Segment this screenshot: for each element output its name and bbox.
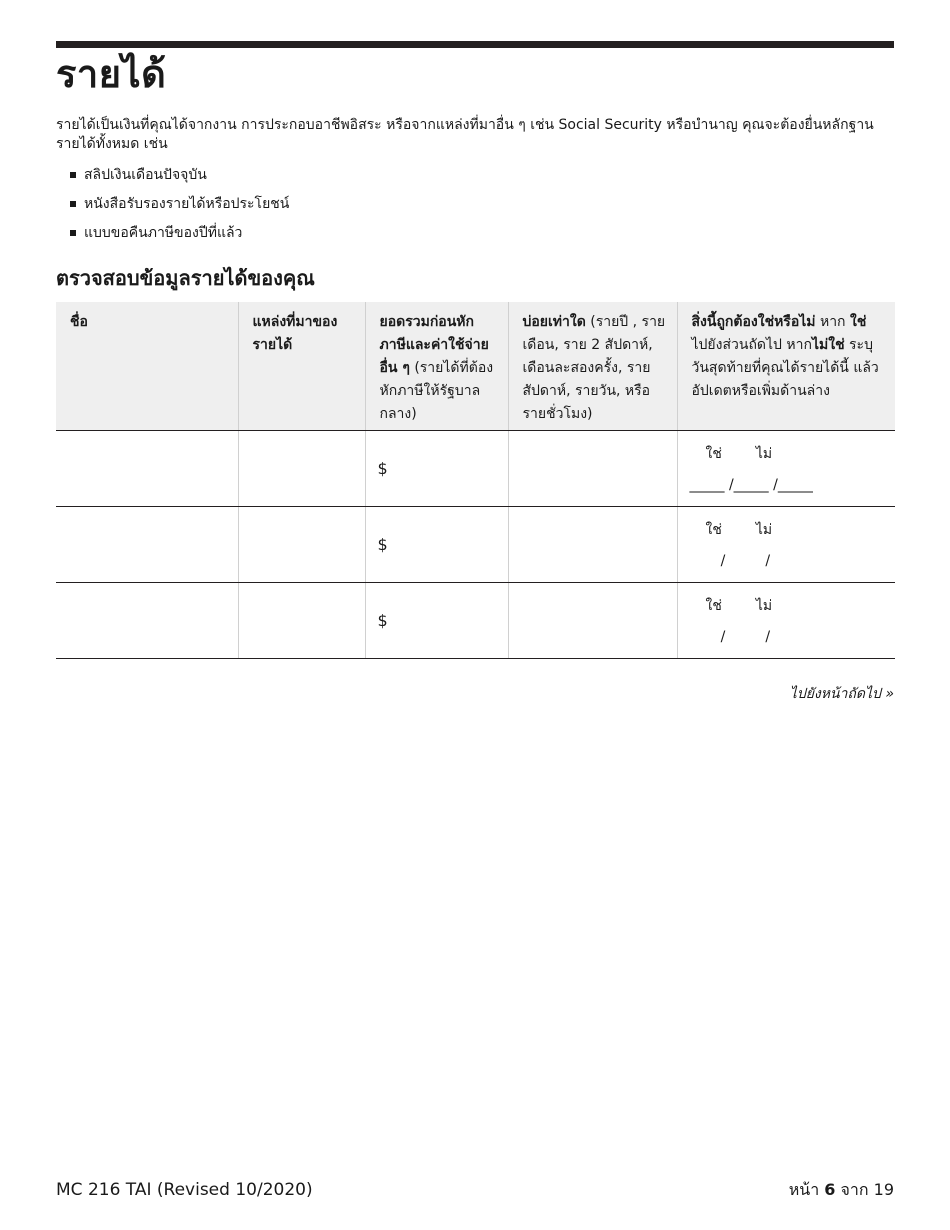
last-date-field[interactable]: / / [689,629,771,645]
page-title: รายได้ [56,52,167,96]
last-date-field[interactable]: _____ /_____ /_____ [689,477,813,493]
gross-cell[interactable] [365,507,508,583]
last-date-field[interactable]: / / [689,553,771,569]
list-item: แบบขอคืนภาษีของปีที่แล้ว [70,224,289,253]
correct-cell [677,583,895,659]
income-table [56,302,895,659]
table-header-row [56,302,895,431]
no-option[interactable]: ไม่ [755,598,773,614]
correct-cell [677,507,895,583]
header-correct: สิ่งนี้ถูกต้องใช่หรือไม่ หาก ใช่ ไปยังส่วนถัดไป หากไม่ใช่ ระบุวันสุดท้ายที่คุณได้รายได้นี้ แล้วอัปเดตหรือเพิ่มด้านล่าง [677,302,895,431]
name-cell[interactable] [56,507,238,583]
table-row [56,583,895,659]
name-cell[interactable] [56,583,238,659]
table-row [56,431,895,507]
yes-option[interactable]: ใช่ [705,598,722,614]
header-name: ชื่อ [56,302,238,431]
header-gross: ยอดรวมก่อนหักภาษีและค่าใช้จ่ายอื่น ๆ (รายได้ที่ต้องหักภาษีให้รัฐบาลกลาง) [365,302,508,431]
source-cell[interactable] [238,507,365,583]
current-page: 6 [824,1180,836,1199]
intro-paragraph: รายได้เป็นเงินที่คุณได้จากงาน การประกอบอาชีพอิสระ หรือจากแหล่งที่มาอื่น ๆ เช่น Social Security หรือบำนาญ คุณจะต้องยื่นหลักฐานรายได้ทั้งหมด เช่น [56,117,874,152]
proof-list [70,166,289,253]
source-cell[interactable] [238,583,365,659]
no-option[interactable]: ไม่ [755,522,773,538]
bullet-square-icon [70,201,76,207]
frequency-cell[interactable] [508,431,677,507]
bullet-square-icon [70,230,76,236]
form-id: MC 216 TAI (Revised 10/2020) [56,1180,313,1200]
frequency-cell[interactable] [508,583,677,659]
yes-option[interactable]: ใช่ [705,522,722,538]
bullet-square-icon [70,172,76,178]
page-indicator: หน้า 6 จาก 19 [788,1180,894,1199]
header-frequency: บ่อยเท่าใด (รายปี , รายเดือน, ราย 2 สัปดาห์, เดือนละสองครั้ง, รายสัปดาห์, รายวัน, หรือ รายชั่วโมง) [508,302,677,431]
table-row [56,507,895,583]
gross-cell[interactable] [365,583,508,659]
section-title: ตรวจสอบข้อมูลรายได้ของคุณ [56,266,315,290]
list-item: สลิปเงินเดือนปัจจุบัน [70,166,289,195]
dollar-sign: $ [377,459,388,478]
dollar-sign: $ [377,535,388,554]
list-item: หนังสือรับรองรายได้หรือประโยชน์ [70,195,289,224]
dollar-sign: $ [377,611,388,630]
frequency-cell[interactable] [508,507,677,583]
name-cell[interactable] [56,431,238,507]
next-page-link[interactable]: ไปยังหน้าถัดไป » [789,686,894,702]
header-source: แหล่งที่มาของรายได้ [238,302,365,431]
top-rule [56,41,894,48]
yes-option[interactable]: ใช่ [705,446,722,462]
total-pages: 19 [873,1180,894,1199]
correct-cell [677,431,895,507]
no-option[interactable]: ไม่ [755,446,773,462]
gross-cell[interactable] [365,431,508,507]
source-cell[interactable] [238,431,365,507]
